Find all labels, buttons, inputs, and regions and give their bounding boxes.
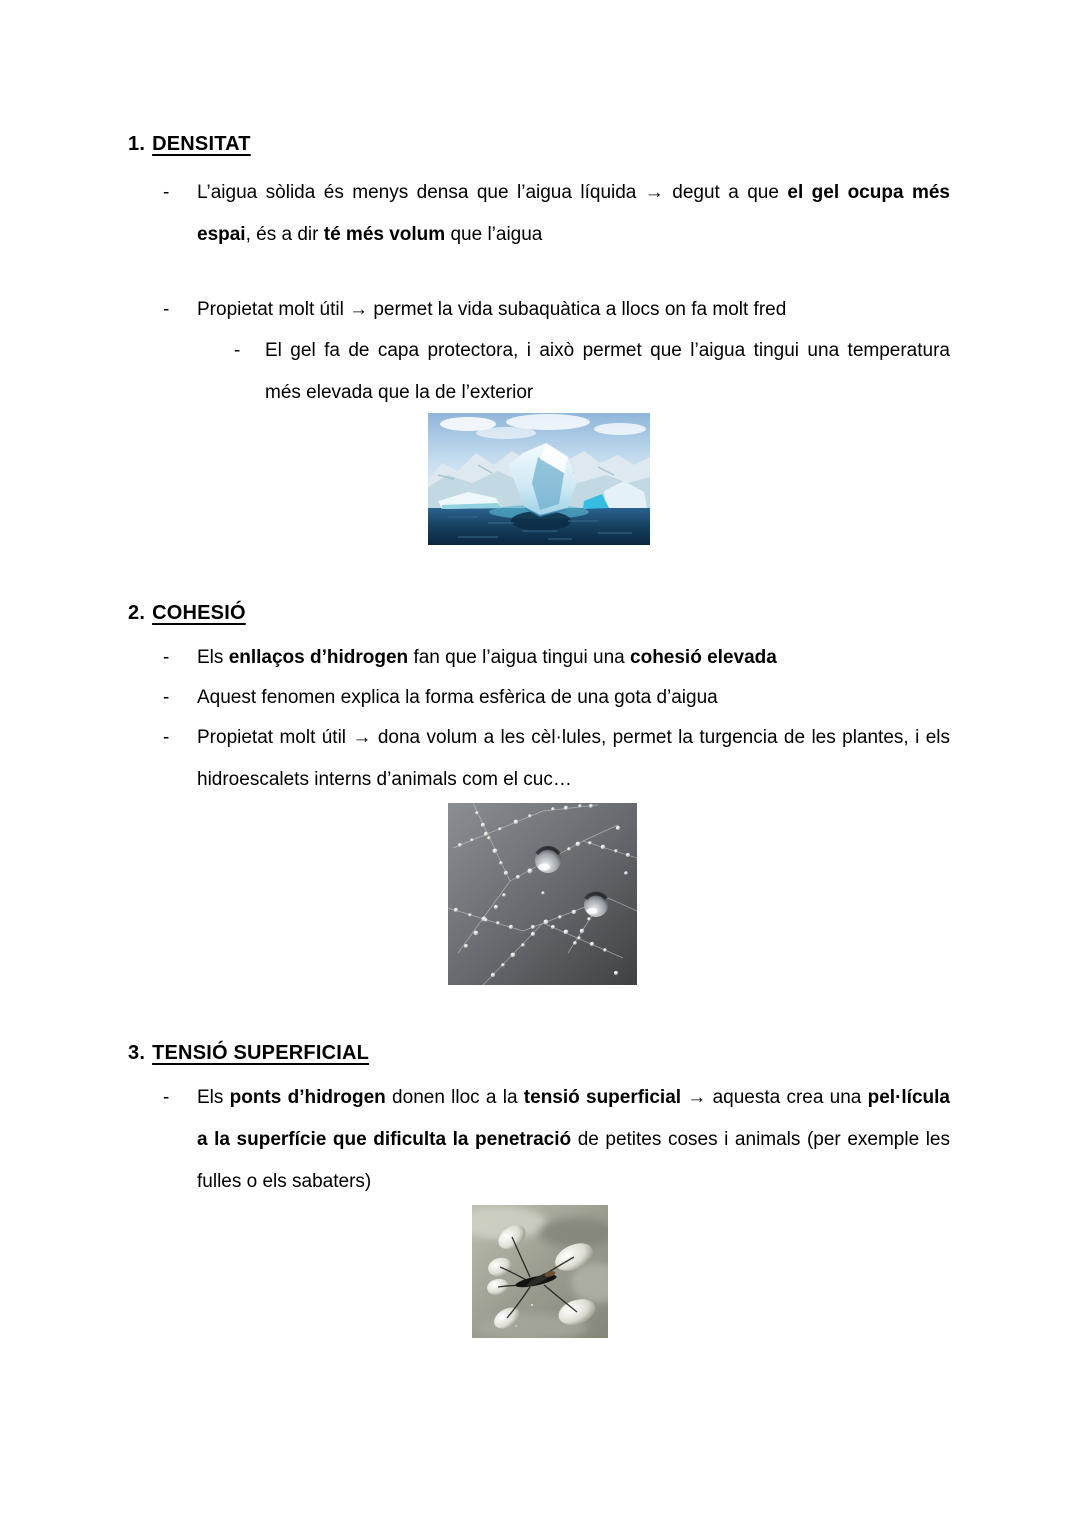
bullet-text: El gel fa de capa protectora, i això permet que l’aigua tingui una temperatura més elevada que la de l’exterior <box>265 340 950 403</box>
bullet-dash: - <box>163 299 170 320</box>
section-title: COHESIÓ <box>152 602 246 624</box>
iceberg-illustration <box>428 413 650 545</box>
dew-drops-web-photo <box>448 803 637 985</box>
section-title: TENSIÓ SUPERFICIAL <box>152 1042 370 1064</box>
section-number: 3. <box>128 1042 146 1064</box>
section-heading-tensio-superficial <box>128 1040 369 1066</box>
list-item <box>163 289 950 331</box>
bullet-text: L’aigua sòlida és menys densa que l’aigua líquida → degut a que el gel ocupa més espai, és a dir té més volum que l’aigua <box>197 182 950 245</box>
bullet-dash: - <box>163 687 170 708</box>
list-item <box>163 1077 950 1203</box>
bullet-text: Propietat molt útil → dona volum a les cèl·lules, permet la turgencia de les plantes, i els hidroescalets interns d’animals com el cuc… <box>197 727 950 790</box>
bullet-text: Els ponts d’hidrogen donen lloc a la tensió superficial → aquesta crea una pel·lícula a la superfície que dificulta la penetració de petites coses i animals (per exemple les fulles o els sabaters) <box>197 1087 950 1192</box>
list-item <box>163 172 950 256</box>
list-item <box>163 677 950 719</box>
bullet-text: Aquest fenomen explica la forma esfèrica de una gota d’aigua <box>197 687 718 708</box>
section-number: 2. <box>128 602 146 624</box>
water-strider-photo <box>472 1205 608 1338</box>
water-strider-illustration <box>472 1205 608 1338</box>
bullet-text: Els enllaços d’hidrogen fan que l’aigua tingui una cohesió elevada <box>197 647 777 668</box>
section-number: 1. <box>128 133 146 155</box>
bullet-dash: - <box>163 182 170 203</box>
dew-drops-illustration <box>448 803 637 985</box>
list-item <box>163 637 950 679</box>
sub-list-item <box>234 330 950 414</box>
bullet-dash: - <box>163 647 170 668</box>
bullet-dash: - <box>163 727 170 748</box>
section-title: DENSITAT <box>152 133 251 155</box>
bullet-dash: - <box>163 1087 170 1108</box>
list-item <box>163 717 950 801</box>
iceberg-photo <box>428 413 650 545</box>
section-heading-cohesio <box>128 600 246 626</box>
bullet-text: Propietat molt útil → permet la vida subaquàtica a llocs on fa molt fred <box>197 299 787 320</box>
bullet-dash: - <box>234 340 241 361</box>
section-heading-densitat <box>128 131 251 157</box>
